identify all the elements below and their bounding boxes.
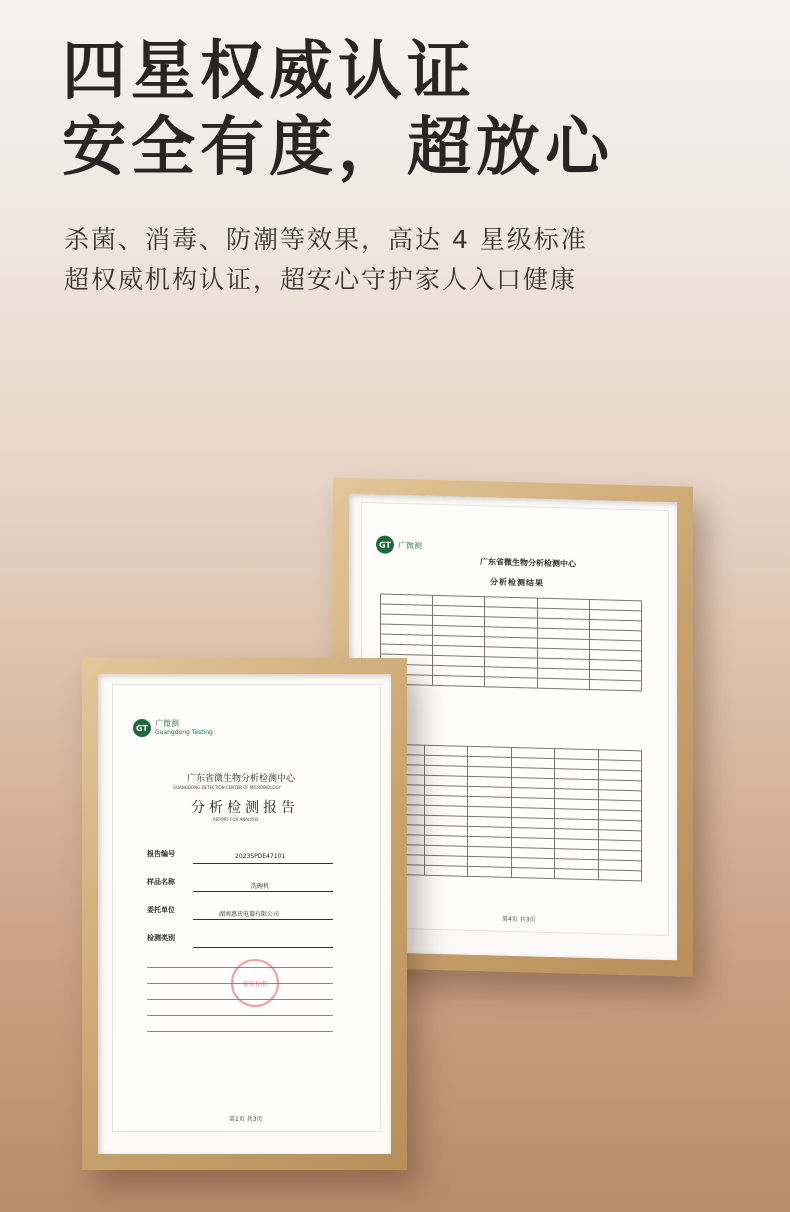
front-org-name-en: GUANGDONG DETECTION CENTER OF MICROBIOLOGY — [173, 785, 281, 790]
front-certificate-frame — [82, 658, 407, 1170]
front-org-name: 广东省微生物分析检测中心 — [187, 774, 296, 784]
back-logo-text: 广微测 — [398, 540, 422, 551]
back-certificate-paper — [361, 502, 669, 936]
headline-line-1: 四星权威认证 — [62, 35, 476, 109]
field-underline — [193, 863, 333, 864]
headline-line-2: 安全有度，超放心 — [62, 111, 614, 185]
field-label-sample: 样品名称 — [147, 878, 175, 886]
back-org-name: 广东省微生物分析检测中心 — [480, 557, 576, 569]
field-label-report-no: 报告编号 — [147, 850, 175, 858]
front-report-title-en: REPORT FOR ANALYSIS — [213, 817, 259, 822]
stamp-text: 检验检测 — [242, 980, 267, 988]
back-results-table-bottom — [380, 744, 642, 882]
red-seal-stamp — [231, 959, 279, 1007]
field-label-client: 委托单位 — [147, 906, 175, 914]
gt-logo-icon: GT — [376, 535, 394, 553]
front-logo-text: 广微测 — [155, 719, 179, 728]
field-label-test-type: 检测类别 — [147, 934, 175, 942]
field-underline — [193, 947, 333, 948]
back-logo — [376, 535, 422, 554]
field-underline — [193, 919, 333, 920]
front-page-footer: 第1页 共3页 — [229, 1116, 263, 1123]
address-line — [147, 1031, 333, 1032]
field-underline — [193, 891, 333, 892]
subtitle-line-2: 超权威机构认证，超安心守护家人入口健康 — [64, 265, 578, 294]
field-value-sample: 洗碗机 — [251, 883, 270, 890]
address-line — [147, 1015, 333, 1016]
back-page-footer: 第4页 共3页 — [502, 915, 536, 924]
back-report-title: 分析检测结果 — [490, 577, 544, 588]
front-logo-subtext: Guangdong Testing — [155, 729, 213, 736]
field-value-client: 湖南惠氏电器有限公司 — [219, 911, 280, 918]
back-results-table-top — [380, 594, 642, 692]
front-report-title: 分析检测报告 — [191, 800, 299, 816]
front-certificate-paper — [112, 684, 381, 1132]
front-logo — [133, 719, 213, 737]
gt-logo-icon: GT — [133, 719, 151, 737]
field-value-report-no: 2023SPDE47101 — [235, 853, 286, 860]
subtitle-line-1: 杀菌、消毒、防潮等效果，高达 4 星级标准 — [64, 225, 588, 254]
